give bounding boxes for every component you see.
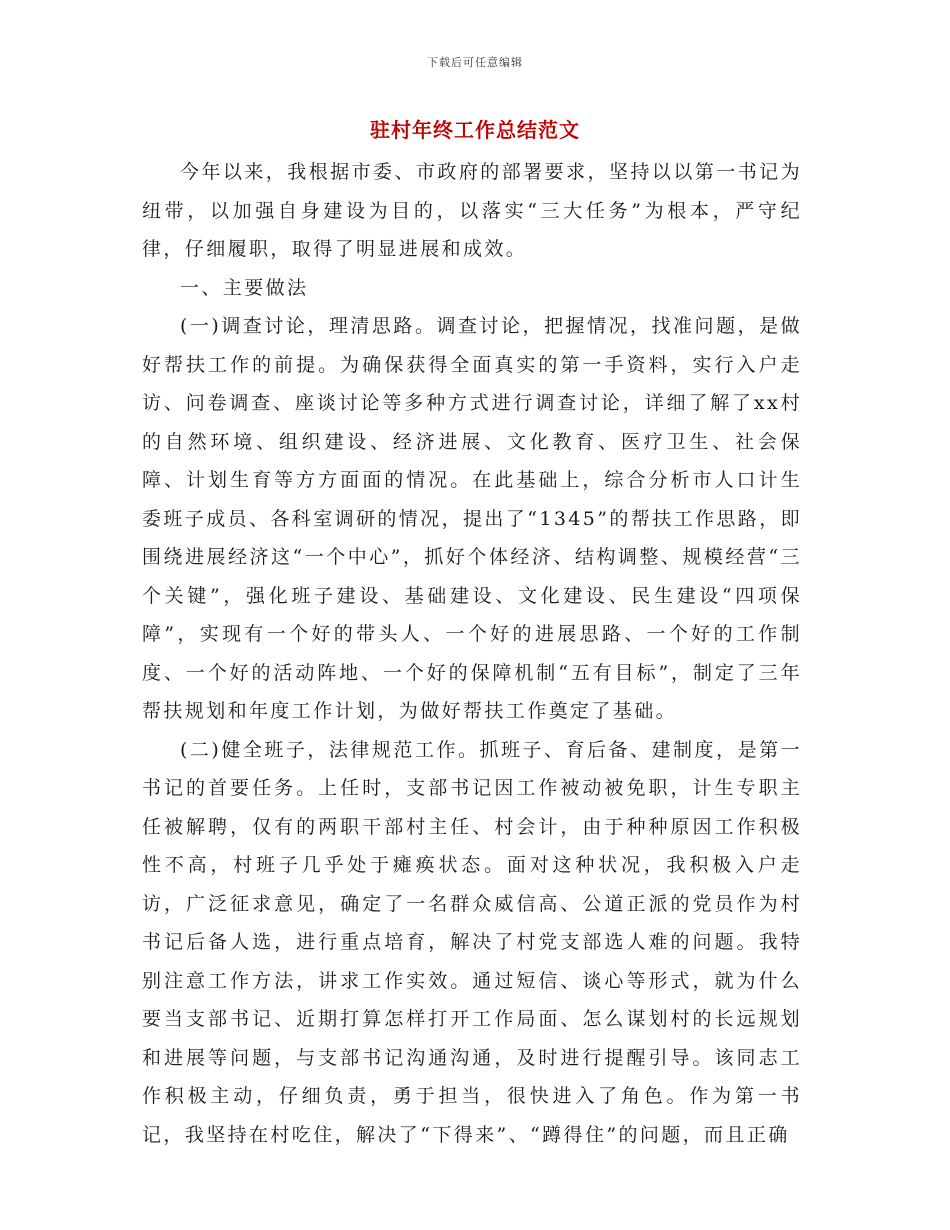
paragraph-intro: 今年以来，我根据市委、市政府的部署要求，坚持以以第一书记为纽带，以加强自身建设为目的，以落实“三大任务”为根本，严守纪律，仔细履职，取得了明显进展和成效。 <box>142 161 802 260</box>
document-body <box>142 153 802 1154</box>
paragraph-research: (一)调查讨论，理清思路。调查讨论，把握情况，找准问题，是做好帮扶工作的前提。为确保获得全面真实的第一手资料，实行入户走访、问卷调查、座谈讨论等多种方式进行调查讨论，详细了解了xx村的自然环境、组织建设、经济进展、文化教育、医疗卫生、社会保障、计划生育等方方面面的情况。在此基础上，综合分析市人口计生委班子成员、各科室调研的情况，提出了“1345”的帮扶工作思路，即围绕进展经济这“一个中心”，抓好个体经济、结构调整、规模经营“三个关键”，强化班子建设、基础建设、文化建设、民生建设“四项保障”，实现有一个好的带头人、一个好的进展思路、一个好的工作制度、一个好的活动阵地、一个好的保障机制“五有目标”，制定了三年帮扶规划和年度工作计划，为做好帮扶工作奠定了基础。 <box>142 315 802 722</box>
header-note: 下载后可任意编辑 <box>427 56 523 69</box>
document-title: 驻村年终工作总结范文 <box>370 118 580 142</box>
paragraph-team-building: (二)健全班子，法律规范工作。抓班子、育后备、建制度，是第一书记的首要任务。上任时，支部书记因工作被动被免职，计生专职主任被解聘，仅有的两职干部村主任、村会计，由于种种原因工作积极性不高，村班子几乎处于瘫痪状态。面对这种状况，我积极入户走访，广泛征求意见，确定了一名群众威信高、公道正派的党员作为村书记后备人选，进行重点培育，解决了村党支部选人难的问题。我特别注意工作方法，讲求工作实效。通过短信、谈心等形式，就为什么要当支部书记、近期打算怎样打开工作局面、怎么谋划村的长远规划和进展等问题，与支部书记沟通沟通，及时进行提醒引导。该同志工作积极主动，仔细负责，勇于担当，很快进入了角色。作为第一书记，我坚持在村吃住，解决了“下得来”、“蹲得住”的问题，而且正确 <box>142 738 802 1146</box>
section-heading-main-practices: 一、主要做法 <box>180 276 309 299</box>
